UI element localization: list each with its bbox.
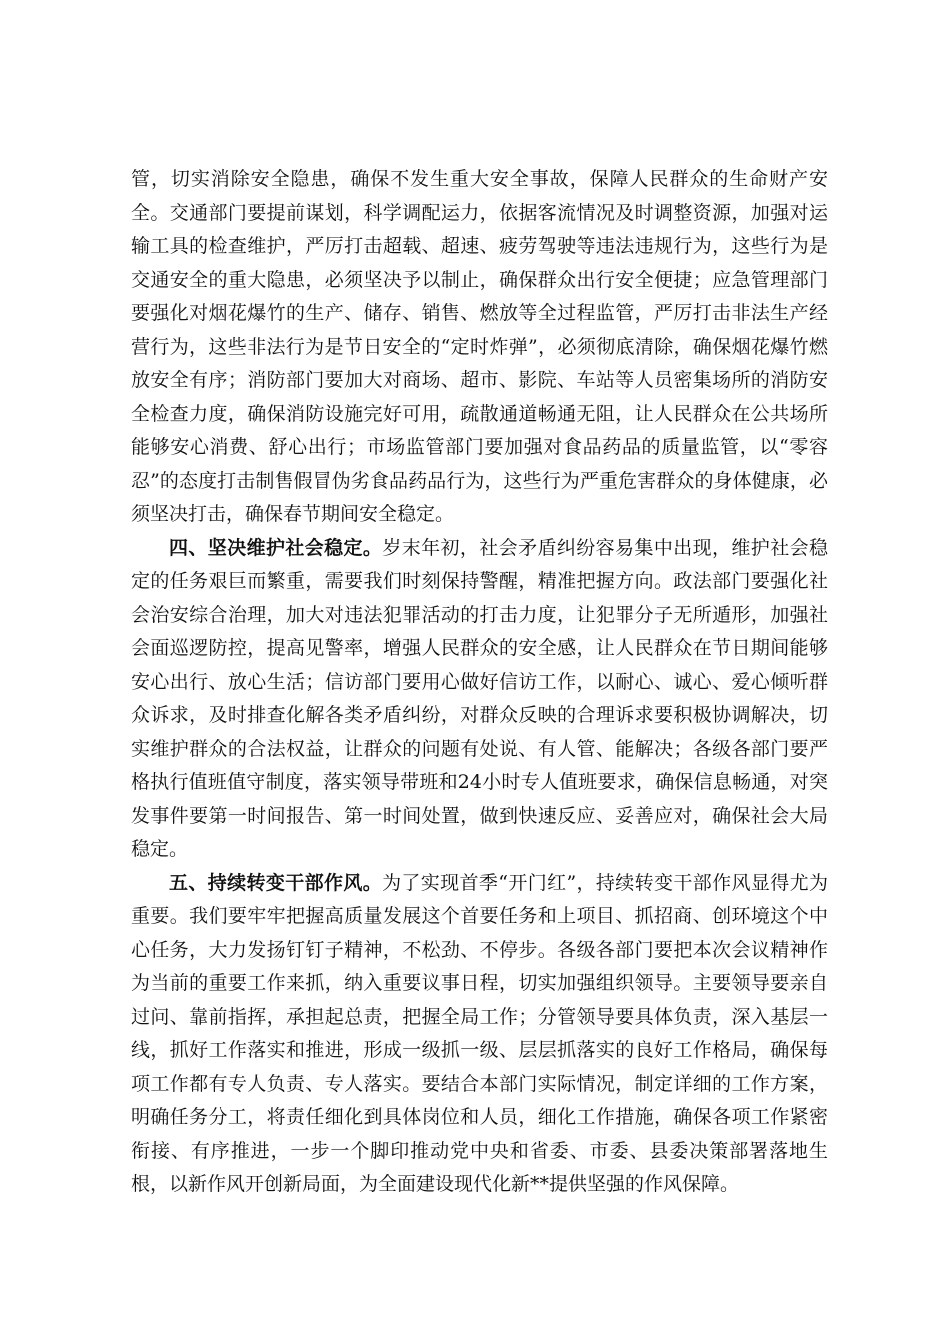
paragraph-text: 管，切实消除安全隐患，确保不发生重大安全事故，保障人民群众的生命财产安全。交通部门要提前谋划，科学调配运力，依据客流情况及时调整资源，加强对运输工具的检查维护，严厉打击超载、超速、疲劳驾驶等违法违规行为，这些行为是交通安全的重大隐患，必须坚决予以制止，确保群众出行安全便捷；应急管理部门要强化对烟花爆竹的生产、储存、销售、燃放等全过程监管，严厉打击非法生产经营行为，这些非法行为是节日安全的“定时炸弹”，必须彻底清除，确保烟花爆竹燃放安全有序；消防部门要加大对商场、超市、影院、车站等人员密集场所的消防安全检查力度，确保消防设施完好可用，疏散通道畅通无阻，让人民群众在公共场所能够安心消费、舒心出行；市场监管部门要加强对食品药品的质量监管，以“零容忍”的态度打击制售假冒伪劣食品药品行为，这些行为严重危害群众的身体健康，必须坚决打击，确保春节期间安全稳定。: [131, 168, 828, 525]
paragraph-text: 岁末年初，社会矛盾纠纷容易集中出现，维护社会稳定的任务艰巨而繁重，需要我们时刻保持警醒，精准把握方向。政法部门要强化社会治安综合治理，加大对违法犯罪活动的打击力度，让犯罪分子无所遁形，加强社会面巡逻防控，提高见警率，增强人民群众的安全感，让人民群众在节日期间能够安心出行、放心生活；信访部门要用心做好信访工作，以耐心、诚心、爱心倾听群众诉求，及时排查化解各类矛盾纠纷，对群众反映的合理诉求要积极协调解决，切实维护群众的合法权益，让群众的问题有处说、有人管、能解决；各级各部门要严格执行值班值守制度，落实领导带班和24小时专人值班要求，确保信息畅通，对突发事件要第一时间报告、第一时间处置，做到快速反应、妥善应对，确保社会大局稳定。: [131, 536, 828, 860]
paragraph-text: 为了实现首季“开门红”，持续转变干部作风显得尤为重要。我们要牢牢把握高质量发展这个首要任务和上项目、抓招商、创环境这个中心任务，大力发扬钉钉子精神，不松劲、不停步。各级各部门要把本次会议精神作为当前的重要工作来抓，纳入重要议事日程，切实加强组织领导。主要领导要亲自过问、靠前指挥，承担起总责，把握全局工作；分管领导要具体负责，深入基层一线，抓好工作落实和推进，形成一级抓一级、层层抓落实的良好工作格局，确保每项工作都有专人负责、专人落实。要结合本部门实际情况，制定详细的工作方案，明确任务分工，将责任细化到具体岗位和人员，细化工作措施，确保各项工作紧密衔接、有序推进，一步一个脚印推动党中央和省委、市委、县委决策部署落地生根，以新作风开创新局面，为全面建设现代化新**提供坚强的作风保障。: [131, 871, 828, 1195]
paragraph-section-four: [131, 532, 828, 867]
paragraph-section-five: [131, 867, 828, 1202]
body-text: [131, 163, 828, 1202]
section-heading-five: 五、持续转变干部作风。: [169, 871, 383, 894]
paragraph-continuation: [131, 163, 828, 532]
section-heading-four: 四、坚决维护社会稳定。: [169, 536, 383, 559]
